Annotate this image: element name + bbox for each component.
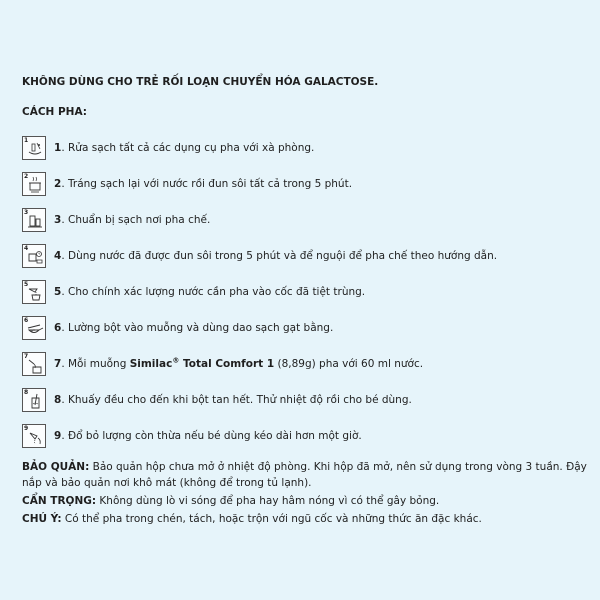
step-7 [22, 346, 592, 382]
additional-info [22, 459, 592, 529]
preparation-title: CÁCH PHA: [22, 106, 87, 118]
step-6 [22, 310, 592, 346]
galactose-warning: KHÔNG DÙNG CHO TRẺ RỐI LOẠN CHUYỂN HÓA GALACTOSE. [22, 76, 379, 88]
step-4-text: 4. Dùng nước đã được đun sôi trong 5 phút và để nguội để pha chế theo hướng dẫn. [54, 250, 498, 262]
discard-icon: 9 [22, 424, 46, 448]
cooled-water-icon: 4 [22, 244, 46, 268]
step-2 [22, 166, 592, 202]
caution-info: CẨN TRỌNG: Không dùng lò vi sóng để pha hay hâm nóng vì có thể gây bỏng. [22, 495, 440, 507]
clean-surface-icon: 3 [22, 208, 46, 232]
level-scoop-icon: 6 [22, 316, 46, 340]
step-4 [22, 238, 592, 274]
step-8 [22, 382, 592, 418]
step-1 [22, 130, 592, 166]
step-6-text: 6. Lường bột vào muỗng và dùng dao sạch gạt bằng. [54, 322, 334, 334]
preparation-steps [22, 130, 592, 454]
wash-utensils-icon: 1 [22, 136, 46, 160]
stir-icon: 8 [22, 388, 46, 412]
step-8-text: 8. Khuấy đều cho đến khi bột tan hết. Thử nhiệt độ rồi cho bé dùng. [54, 394, 412, 406]
brand-name: Similac [129, 358, 173, 370]
pour-water-icon: 5 [22, 280, 46, 304]
storage-info: BẢO QUẢN: Bảo quản hộp chưa mở ở nhiệt độ phòng. Khi hộp đã mở, nên sử dụng trong vòng 3 tuần. Đậy nắp và bảo quản nơi khô mát (không để trong tủ lạnh). [22, 461, 587, 489]
step-5-text: 5. Cho chính xác lượng nước cần pha vào cốc đã tiệt trùng. [54, 286, 366, 298]
step-3-text: 3. Chuẩn bị sạch nơi pha chế. [54, 214, 211, 226]
boil-pot-icon: 2 [22, 172, 46, 196]
note-info: CHÚ Ý: Có thể pha trong chén, tách, hoặc trộn với ngũ cốc và những thức ăn đặc khác. [22, 513, 482, 525]
step-9 [22, 418, 592, 454]
step-2-text: 2. Tráng sạch lại với nước rồi đun sôi tất cả trong 5 phút. [54, 178, 353, 190]
step-3 [22, 202, 592, 238]
step-7-text: 7. Mỗi muỗng Similac® Total Comfort 1 (8,89g) pha với 60 ml nước. [54, 356, 424, 370]
step-9-text: 9. Đổ bỏ lượng còn thừa nếu bé dùng kéo dài hơn một giờ. [54, 430, 362, 442]
product-name: Total Comfort 1 [179, 358, 275, 370]
step-1-text: 1. Rửa sạch tất cả các dụng cụ pha với xà phòng. [54, 142, 315, 154]
step-5 [22, 274, 592, 310]
add-powder-icon: 7 [22, 352, 46, 376]
registered-mark: ® [172, 356, 180, 365]
